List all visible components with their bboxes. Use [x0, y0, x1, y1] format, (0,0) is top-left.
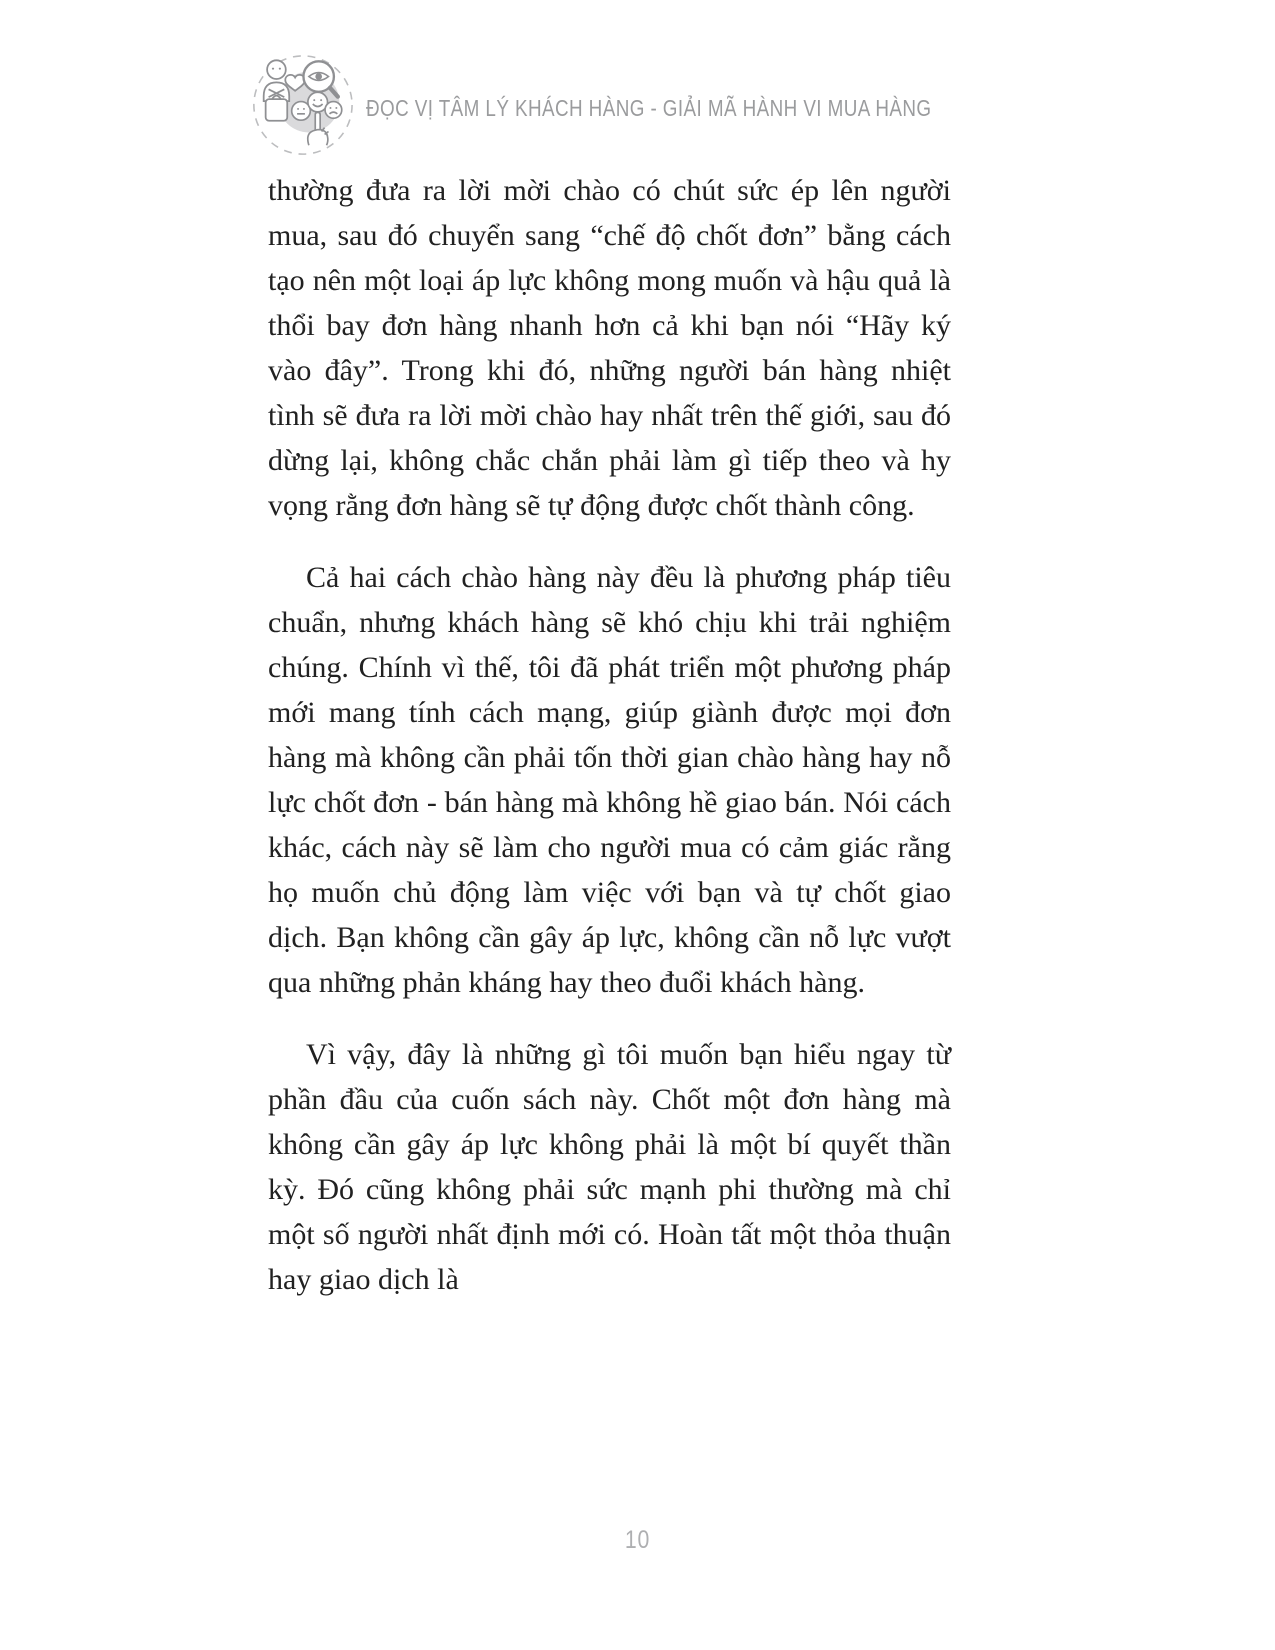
customer-psychology-illustration-icon — [246, 48, 356, 162]
page-number: 10 — [624, 1526, 651, 1554]
page-header — [246, 48, 1056, 162]
paragraph: thường đưa ra lời mời chào có chút sức ép lên người mua, sau đó chuyển sang “chế độ chốt đơn” bằng cách tạo nên một loại áp lực không mong muốn và hậu quả là thổi bay đơn hàng nhanh hơn cả khi bạn nói “Hãy ký vào đây”. Trong khi đó, những người bán hàng nhiệt tình sẽ đưa ra lời mời chào hay nhất trên thế giới, sau đó dừng lại, không chắc chắn phải làm gì tiếp theo và hy vọng rằng đơn hàng sẽ tự động được chốt thành công. — [268, 174, 951, 522]
paragraph: Cả hai cách chào hàng này đều là phương pháp tiêu chuẩn, nhưng khách hàng sẽ khó chịu khi trải nghiệm chúng. Chính vì thế, tôi đã phát triển một phương pháp mới mang tính cách mạng, giúp giành được mọi đơn hàng mà không cần phải tốn thời gian chào hàng hay nỗ lực chốt đơn - bán hàng mà không hề giao bán. Nói cách khác, cách này sẽ làm cho người mua có cảm giác rằng họ muốn chủ động làm việc với bạn và tự chốt giao dịch. Bạn không cần gây áp lực, không cần nỗ lực vượt qua những phản kháng hay theo đuổi khách hàng. — [268, 561, 951, 999]
shopper-person-icon — [264, 60, 290, 120]
paragraph: Vì vậy, đây là những gì tôi muốn bạn hiểu ngay từ phần đầu của cuốn sách này. Chốt một đơn hàng mà không cần gây áp lực không phải là một bí quyết thần kỳ. Đó cũng không phải sức mạnh phi thường mà chỉ một số người nhất định mới có. Hoàn tất một thỏa thuận hay giao dịch là — [268, 1038, 951, 1296]
page-body-text — [268, 168, 951, 1329]
book-title: ĐỌC VỊ TÂM LÝ KHÁCH HÀNG - GIẢI MÃ HÀNH VI MUA HÀNG — [366, 94, 932, 121]
